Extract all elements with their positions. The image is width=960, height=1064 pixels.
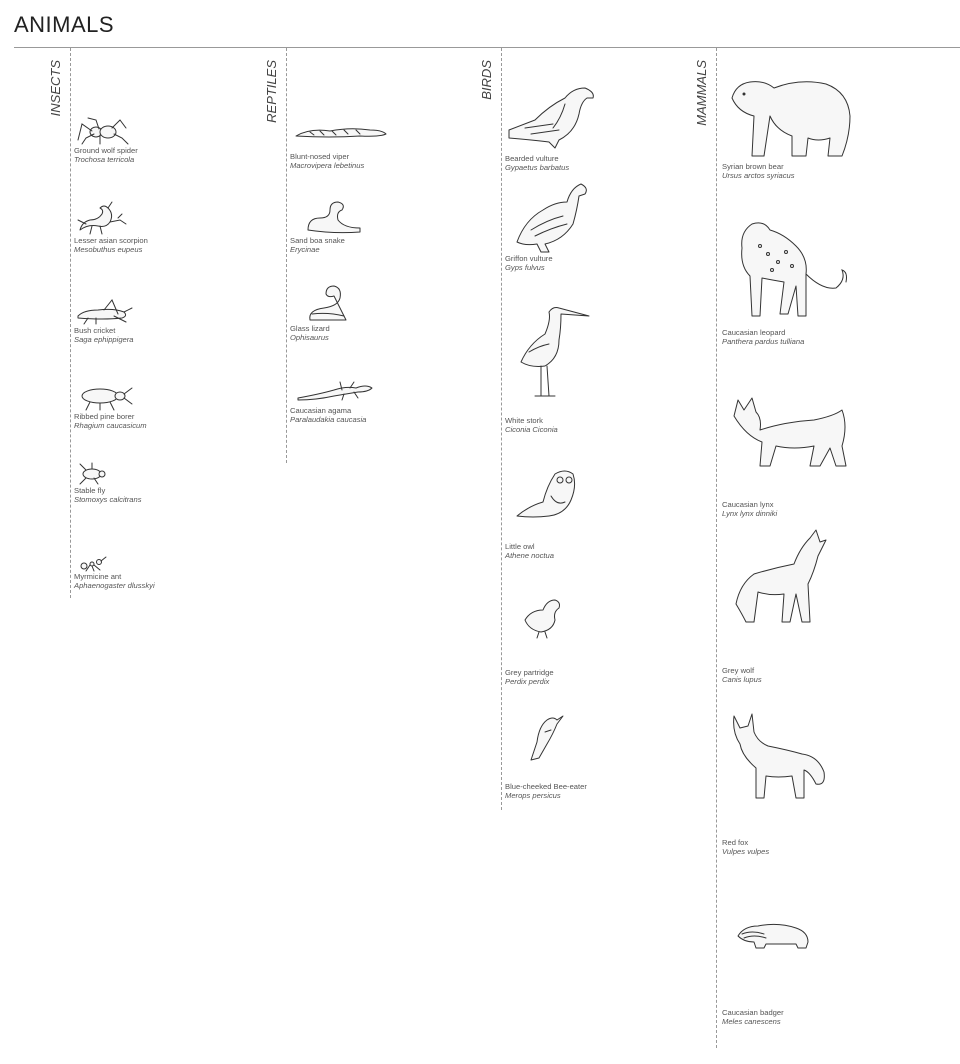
common-name: Caucasian agama bbox=[290, 406, 352, 415]
animal-item bbox=[505, 712, 587, 800]
latin-name: Erycinae bbox=[290, 245, 320, 254]
badger-icon bbox=[736, 918, 812, 952]
animal-item bbox=[722, 76, 854, 180]
common-name: Caucasian lynx bbox=[722, 500, 774, 509]
column-divider bbox=[716, 48, 717, 1048]
common-name: Griffon vulture bbox=[505, 254, 553, 263]
bear-icon bbox=[730, 76, 854, 160]
animal-item bbox=[74, 296, 134, 344]
animal-item bbox=[290, 378, 380, 424]
latin-name: Aphaenogaster dlusskyi bbox=[74, 581, 155, 590]
animal-item bbox=[74, 116, 138, 164]
bee-eater-icon bbox=[525, 712, 565, 764]
latin-name: Gyps fulvus bbox=[505, 263, 545, 272]
latin-name: Rhagium caucasicum bbox=[74, 421, 147, 430]
latin-name: Meles canescens bbox=[722, 1017, 781, 1026]
latin-name: Vulpes vulpes bbox=[722, 847, 770, 856]
animal-item bbox=[505, 304, 595, 434]
griffon-vulture-icon bbox=[515, 180, 591, 254]
common-name: Caucasian leopard bbox=[722, 328, 786, 337]
fly-icon bbox=[74, 462, 114, 486]
latin-name: Panthera pardus tulliana bbox=[722, 337, 805, 346]
animal-item bbox=[722, 528, 834, 684]
common-name: Caucasian badger bbox=[722, 1008, 784, 1017]
bearded-vulture-icon bbox=[505, 84, 601, 154]
animal-item bbox=[722, 392, 850, 518]
latin-name: Merops persicus bbox=[505, 791, 561, 800]
animal-item bbox=[722, 710, 830, 856]
animal-item bbox=[290, 122, 390, 170]
scorpion-icon bbox=[74, 200, 134, 236]
common-name: Blue-cheeked Bee-eater bbox=[505, 782, 587, 791]
latin-name: Ciconia Ciconia bbox=[505, 425, 558, 434]
viper-icon bbox=[290, 122, 390, 140]
column-divider bbox=[70, 48, 71, 598]
column-divider bbox=[501, 48, 502, 810]
animal-item bbox=[290, 280, 354, 342]
latin-name: Perdix perdix bbox=[505, 677, 550, 686]
category-label: MAMMALS bbox=[694, 60, 709, 126]
glass-lizard-icon bbox=[304, 280, 354, 324]
ant-icon bbox=[74, 554, 114, 572]
partridge-icon bbox=[523, 596, 563, 640]
common-name: Lesser asian scorpion bbox=[74, 236, 148, 245]
common-name: Glass lizard bbox=[290, 324, 330, 333]
common-name: Ground wolf spider bbox=[74, 146, 138, 155]
latin-name: Stomoxys calcitrans bbox=[74, 495, 142, 504]
common-name: Ribbed pine borer bbox=[74, 412, 135, 421]
latin-name: Canis lupus bbox=[722, 675, 762, 684]
common-name: Grey wolf bbox=[722, 666, 755, 675]
owl-icon bbox=[515, 466, 579, 522]
spider-icon bbox=[74, 116, 134, 146]
common-name: Stable fly bbox=[74, 486, 106, 495]
stork-icon bbox=[515, 304, 595, 400]
cricket-icon bbox=[74, 296, 134, 326]
common-name: Red fox bbox=[722, 838, 749, 847]
animal-item bbox=[74, 200, 148, 254]
column-divider bbox=[286, 48, 287, 463]
latin-name: Paralaudakia caucasia bbox=[290, 415, 367, 424]
agama-icon bbox=[290, 378, 380, 402]
common-name: Sand boa snake bbox=[290, 236, 345, 245]
latin-name: Athene noctua bbox=[505, 551, 554, 560]
animal-item bbox=[505, 466, 579, 560]
title-rule bbox=[14, 47, 960, 48]
latin-name: Lynx lynx dinniki bbox=[722, 509, 778, 518]
common-name: Blunt-nosed viper bbox=[290, 152, 350, 161]
latin-name: Macrovipera lebetinus bbox=[290, 161, 365, 170]
animal-item bbox=[722, 218, 850, 346]
common-name: Bush cricket bbox=[74, 326, 116, 335]
latin-name: Mesobuthus eupeus bbox=[74, 245, 143, 254]
latin-name: Gypaetus barbatus bbox=[505, 163, 570, 172]
animal-item bbox=[74, 462, 142, 504]
wolf-icon bbox=[734, 528, 834, 628]
beetle-icon bbox=[74, 384, 134, 412]
animal-item bbox=[505, 596, 563, 686]
boa-icon bbox=[304, 196, 364, 236]
animal-item bbox=[505, 180, 591, 272]
latin-name: Ophisaurus bbox=[290, 333, 329, 342]
latin-name: Trochosa terricola bbox=[74, 155, 135, 164]
fox-icon bbox=[730, 710, 830, 800]
category-label: BIRDS bbox=[479, 60, 494, 100]
common-name: White stork bbox=[505, 416, 543, 425]
common-name: Little owl bbox=[505, 542, 535, 551]
lynx-icon bbox=[730, 392, 850, 470]
category-label: REPTILES bbox=[264, 60, 279, 123]
latin-name: Ursus arctos syriacus bbox=[722, 171, 795, 180]
common-name: Syrian brown bear bbox=[722, 162, 784, 171]
leopard-icon bbox=[736, 218, 850, 320]
animal-item bbox=[74, 554, 155, 590]
latin-name: Saga ephippigera bbox=[74, 335, 134, 344]
animal-item bbox=[290, 196, 364, 254]
animal-item bbox=[74, 384, 147, 430]
page-title: ANIMALS bbox=[14, 12, 115, 37]
common-name: Grey partridge bbox=[505, 668, 554, 677]
animal-item bbox=[722, 918, 812, 1026]
category-label: INSECTS bbox=[48, 60, 63, 117]
animal-item bbox=[505, 84, 601, 172]
common-name: Myrmicine ant bbox=[74, 572, 122, 581]
common-name: Bearded vulture bbox=[505, 154, 559, 163]
